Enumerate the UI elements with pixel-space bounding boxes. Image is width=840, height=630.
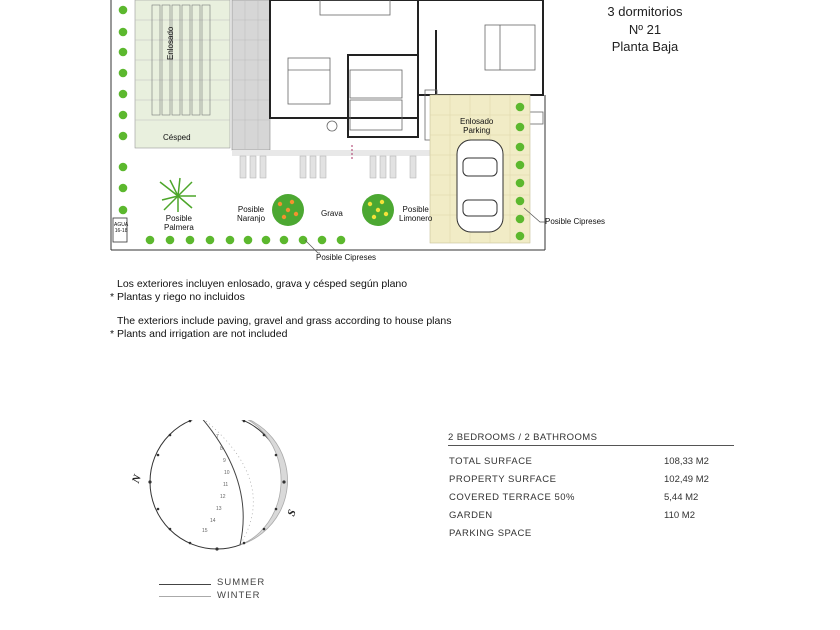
- svg-text:12: 12: [220, 494, 226, 500]
- palm-tree-icon: [160, 178, 196, 212]
- label-enlosado: Enlosado: [166, 26, 175, 60]
- label-cesped: Césped: [163, 133, 191, 142]
- legend-winter-label: WINTER: [217, 590, 261, 601]
- row-property-surface-label: PROPERTY SURFACE: [449, 474, 557, 485]
- svg-text:8: 8: [220, 446, 223, 452]
- svg-text:7: 7: [216, 434, 219, 440]
- note-en-line1: The exteriors include paving, gravel and grass according to house plans: [117, 315, 452, 327]
- svg-text:15: 15: [202, 528, 208, 534]
- label-acometida: AGUA 16-18: [114, 222, 129, 234]
- svg-text:11: 11: [223, 482, 229, 488]
- house-number: Nº 21: [628, 22, 662, 37]
- surface-table-rule: [448, 445, 734, 446]
- north-label: N: [129, 473, 144, 485]
- label-enlosado-parking: Enlosado Parking: [460, 117, 494, 135]
- row-garden-label: GARDEN: [449, 510, 493, 521]
- winter-arc: [200, 420, 288, 545]
- lemon-tree-icon: [362, 194, 394, 226]
- row-covered-terrace-label: COVERED TERRACE 50%: [449, 492, 575, 503]
- label-posible-cipreses-right: Posible Cipreses: [545, 217, 606, 226]
- label-posible-cipreses-bottom: Posible Cipreses: [316, 253, 377, 262]
- row-parking-space-label: PARKING SPACE: [449, 528, 532, 539]
- row-covered-terrace-value: 5,44 M2: [664, 492, 699, 503]
- note-es-line1: Los exteriores incluyen enlosado, grava y césped según plano: [117, 278, 408, 290]
- south-label: S: [285, 508, 299, 518]
- legend-winter-line: [159, 596, 211, 597]
- row-garden-value: 110 M2: [664, 510, 695, 521]
- covered-terrace: [232, 0, 270, 150]
- row-total-surface-value: 108,33 M2: [664, 456, 709, 467]
- svg-text:10: 10: [224, 470, 230, 476]
- legend-summer-label: SUMMER: [217, 577, 266, 588]
- cesped-area: [135, 0, 230, 148]
- hedge-left: [119, 6, 128, 215]
- front-paving: [232, 150, 430, 156]
- label-posible-limonero: Posible Limonero: [399, 205, 433, 223]
- hour-ticks: [202, 434, 230, 534]
- floor-plan: [0, 0, 560, 270]
- row-total-surface-label: TOTAL SURFACE: [449, 456, 533, 467]
- summer-path: [200, 420, 243, 545]
- surface-table-title: 2 BEDROOMS / 2 BATHROOMS: [448, 432, 598, 443]
- svg-text:9: 9: [223, 458, 226, 464]
- orange-tree-icon: [272, 194, 304, 226]
- legend-summer-line: [159, 584, 211, 585]
- row-property-surface-value: 102,49 M2: [664, 474, 709, 485]
- bedrooms-heading: 3 dormitorios: [607, 4, 683, 19]
- svg-text:13: 13: [216, 506, 222, 512]
- note-en-line2: * Plants and irrigation are not included: [110, 328, 288, 340]
- floor-name: Planta Baja: [611, 39, 679, 54]
- hedge-bottom: [146, 236, 346, 245]
- svg-text:14: 14: [210, 518, 216, 524]
- sun-path-diagram: [120, 420, 320, 570]
- label-grava: Grava: [321, 209, 343, 218]
- note-es-line2: * Plantas y riego no incluidos: [110, 291, 245, 303]
- car-icon: [457, 140, 503, 232]
- front-steps: [240, 156, 416, 178]
- label-posible-naranjo: Posible Naranjo: [237, 205, 266, 223]
- label-posible-palmera: Posible Palmera: [164, 214, 194, 232]
